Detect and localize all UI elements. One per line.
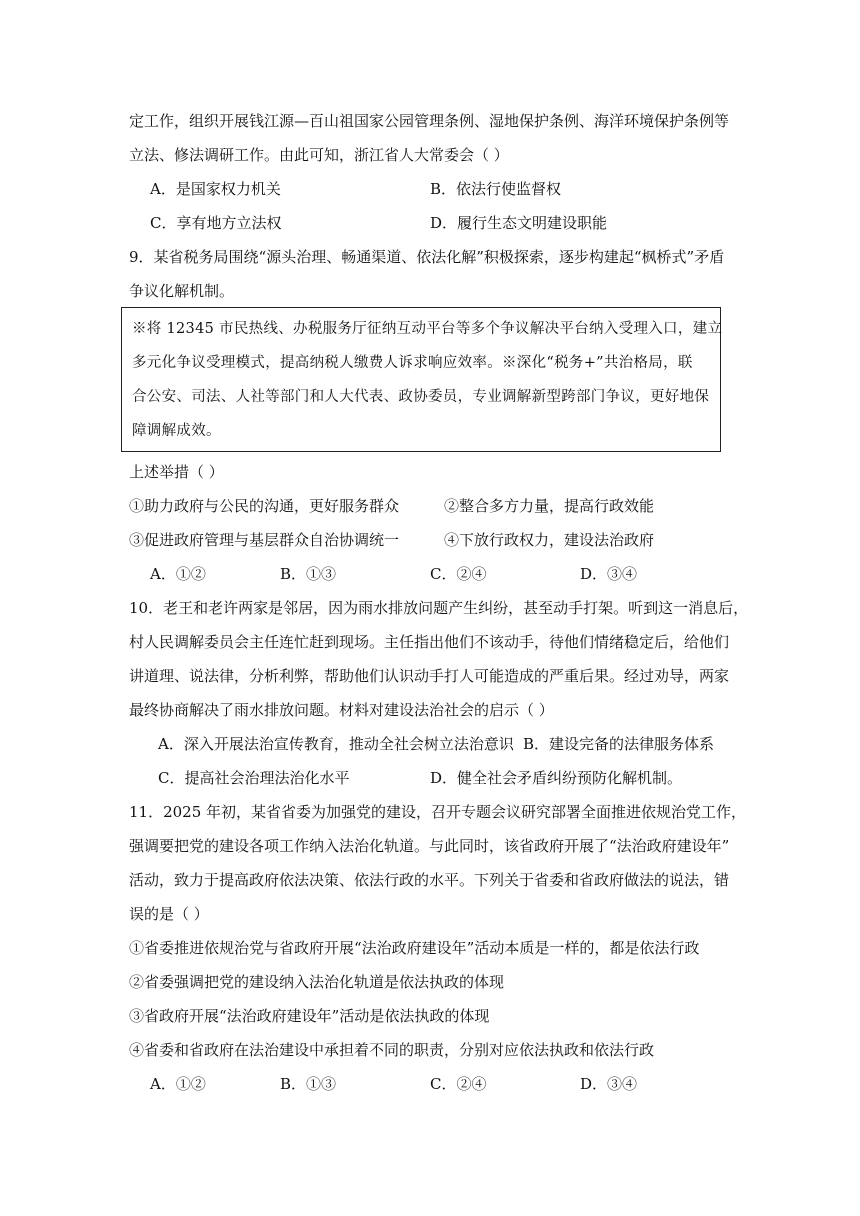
- q10-option-a: A．深入开展法治宣传教育，推动全社会树立法治意识: [158, 735, 514, 753]
- q9-material-line-4: 障调解成效。: [132, 423, 221, 439]
- q9-statement-4: ④下放行政权力，建设法治政府: [444, 531, 655, 549]
- q9-material-line-1: ※将 12345 市民热线、办税服务厅征纳互动平台等多个争议解决平台纳入受理入口，建立: [132, 321, 723, 337]
- q10-stem-line-2: 村人民调解委员会主任连忙赶到现场。主任指出他们不该动手，待他们情绪稳定后，给他们: [129, 633, 730, 651]
- q9-stem-line-2: 争议化解机制。: [129, 282, 235, 300]
- q8-stem-line-1: 定工作，组织开展钱江源—百山祖国家公园管理条例、湿地保护条例、海洋环境保护条例等: [129, 112, 730, 130]
- q9-option-c: C．②④: [430, 565, 487, 583]
- q11-stem-line-4: 误的是（ ）: [129, 905, 209, 923]
- q9-option-a: A．①②: [150, 565, 206, 583]
- q9-statement-2: ②整合多方力量，提高行政效能: [444, 497, 655, 515]
- q10-stem-line-3: 讲道理、说法律，分析利弊，帮助他们认识动手打人可能造成的严重后果。经过劝导，两家: [129, 667, 730, 685]
- q11-option-d: D．③④: [580, 1075, 638, 1093]
- q10-stem-line-4: 最终协商解决了雨水排放问题。材料对建设法治社会的启示（ ）: [129, 701, 554, 719]
- q9-option-b: B．①③: [280, 565, 337, 583]
- q11-statement-3: ③省政府开展“法治政府建设年”活动是依法执政的体现: [129, 1007, 490, 1025]
- q8-option-b: B．依法行使监督权: [430, 180, 562, 198]
- q11-option-a: A．①②: [150, 1075, 206, 1093]
- q11-option-c: C．②④: [430, 1075, 487, 1093]
- q9-material-line-2: 多元化争议受理模式，提高纳税人缴费人诉求响应效率。※深化“税务+”共治格局，联: [132, 355, 693, 371]
- q10-stem-line-1: 10．老王和老许两家是邻居，因为雨水排放问题产生纠纷，甚至动手打架。听到这一消息后，: [129, 599, 749, 617]
- q11-stem-line-2: 强调要把党的建设各项工作纳入法治化轨道。与此同时，该省政府开展了“法治政府建设年”: [129, 837, 730, 855]
- q8-option-a: A．是国家权力机关: [150, 180, 281, 198]
- q8-option-d: D．履行生态文明建设职能: [430, 214, 608, 232]
- q10-option-b: B．建设完备的法律服务体系: [523, 735, 715, 753]
- q11-option-b: B．①③: [280, 1075, 337, 1093]
- q11-statement-1: ①省委推进依规治党与省政府开展“法治政府建设年”活动本质是一样的，都是依法行政: [129, 939, 700, 957]
- q9-stem-line-1: 9．某省税务局围绕“源头治理、畅通渠道、依法化解”积极探索，逐步构建起“枫桥式”矛盾: [129, 248, 725, 266]
- q9-statement-1: ①助力政府与公民的沟通，更好服务群众: [129, 497, 400, 515]
- q9-statement-3: ③促进政府管理与基层群众自治协调统一: [129, 531, 400, 549]
- q10-option-c: C．提高社会治理法治化水平: [158, 769, 350, 787]
- q9-material-line-3: 合公安、司法、人社等部门和人大代表、政协委员，专业调解新型跨部门争议，更好地保: [132, 389, 710, 405]
- q10-option-d: D．健全社会矛盾纠纷预防化解机制。: [430, 769, 683, 787]
- q11-stem-line-3: 活动，致力于提高政府依法决策、依法行政的水平。下列关于省委和省政府做法的说法，错: [129, 871, 730, 889]
- q11-stem-line-1: 11．2025 年初，某省省委为加强党的建设，召开专题会议研究部署全面推进依规治党工作，: [129, 803, 747, 821]
- q8-stem-line-2: 立法、修法调研工作。由此可知，浙江省人大常委会（ ）: [129, 146, 509, 164]
- q9-option-d: D．③④: [580, 565, 638, 583]
- q11-statement-4: ④省委和省政府在法治建设中承担着不同的职责，分别对应依法执政和依法行政: [129, 1041, 655, 1059]
- q9-question: 上述举措（ ）: [129, 463, 224, 481]
- q11-statement-2: ②省委强调把党的建设纳入法治化轨道是依法执政的体现: [129, 973, 505, 991]
- q8-option-c: C．享有地方立法权: [150, 214, 282, 232]
